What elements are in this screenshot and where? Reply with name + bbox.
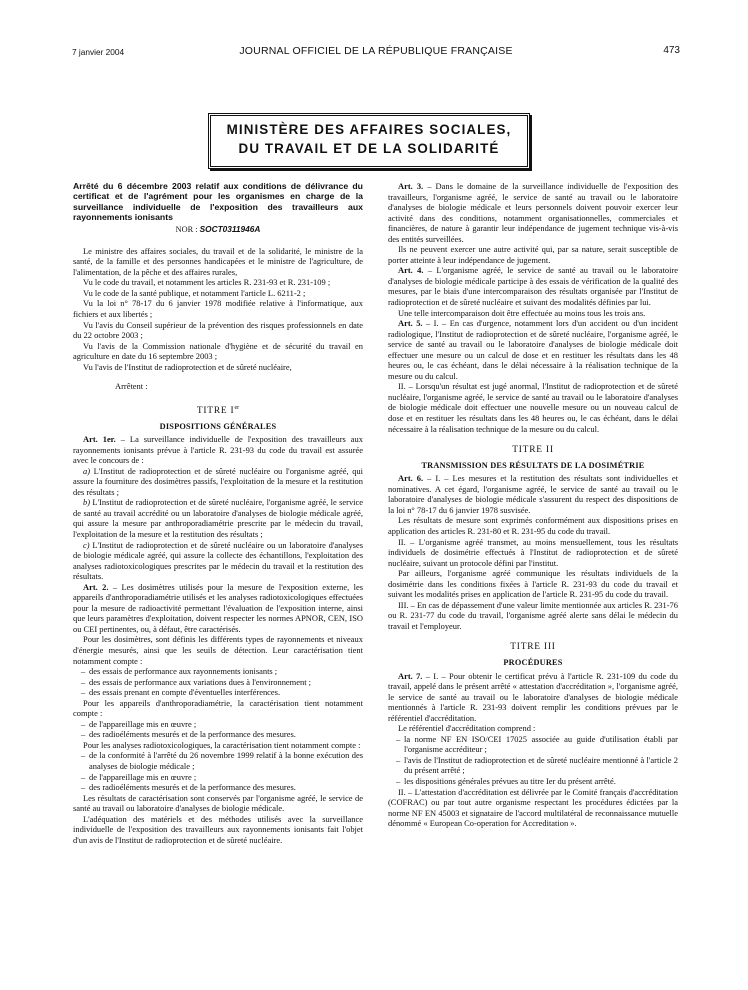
titre-1-label: TITRE I — [196, 405, 235, 416]
article-7-label: Art. 7. — [398, 670, 423, 681]
list-item: – des essais prenant en compte d'éventuelles interférences. — [73, 687, 363, 698]
article-1-label: Art. 1er. — [83, 434, 116, 445]
arrete-title: Arrêté du 6 décembre 2003 relatif aux conditions de délivrance du certificat et de l'agrément pour les organismes en charge de la surveillance individuelle de l'exposition des travailleurs aux rayonnements ionisants — [73, 181, 363, 222]
article-7-text: – I. – Pour obtenir le certificat prévu à l'article R. 231-109 du code du travail, appelé dans le présent arrêté « attestation d'accréditation », l'organisme agréé, le service de santé au travail ou le laboratoire d'analyses de biologie médicale mentionnés à l'article R. 231-93 doivent remplir les conditions prévues par le référentiel d'accréditation. — [388, 670, 678, 723]
article-6-text: – I. – Les mesures et la restitution des résultats sont individuelles et nominatives. A cet égard, l'organisme agréé, le service de santé au travail ou le laboratoire d'analyses de biologie médicale s'assurent du respect des dispositions de la loi n° 78-17 du 6 janvier 1978 susvisée. — [388, 473, 678, 515]
article-4-label: Art. 4. — [398, 265, 424, 276]
article-2 — [73, 582, 363, 635]
left-column — [73, 181, 363, 845]
list-item: – de la conformité à l'arrêté du 26 novembre 1999 relatif à la bonne exécution des analyses de biologie médicale ; — [73, 750, 363, 771]
list-item: – la norme NF EN ISO/CEI 17025 associée au guide d'utilisation établi par l'organisme accréditeur ; — [388, 734, 678, 755]
ministry-name-line-1: MINISTÈRE DES AFFAIRES SOCIALES, — [226, 122, 512, 137]
visa-paragraph: Le ministre des affaires sociales, du travail et de la solidarité, le ministre de la santé, de la famille et des personnes handicapées et le ministre de l'agriculture, de l'alimentation, de la pêche et des affaires rurales, — [73, 245, 363, 277]
article-1-item — [73, 540, 363, 582]
article-3-label: Art. 3. — [398, 181, 424, 191]
titre-2-subtitle: TRANSMISSION DES RÉSULTATS DE LA DOSIMÉTRIE — [421, 460, 645, 470]
nor-code: SOCT0311946A — [199, 224, 261, 235]
article-3-paragraph: Ils ne peuvent exercer une autre activité qui, par sa nature, serait susceptible de porter atteinte à leur indépendance de jugement. — [388, 244, 678, 265]
article-1-text: – La surveillance individuelle de l'exposition des travailleurs aux rayonnements ionisants prévue à l'article R. 231-93 du code du travail est assurée avec le concours de : — [73, 434, 363, 466]
titre-1-heading — [73, 403, 363, 417]
right-column — [388, 181, 678, 829]
article-3 — [388, 181, 678, 244]
article-6-paragraph: III. – En cas de dépassement d'une valeur limite mentionnée aux articles R. 231-76 ou R. 231-77 du code du travail, l'organisme agréé alerte sans délai le médecin du travail et l'employeur. — [388, 599, 678, 631]
article-4 — [388, 265, 678, 307]
article-2-paragraph: Pour les analyses radiotoxicologiques, la caractérisation tient notamment compte : — [83, 739, 361, 750]
article-2-paragraph: L'adéquation des matériels et des méthodes utilisés avec la surveillance individuelle de l'exposition des travailleurs aux rayonnements ionisants fait l'objet d'un avis de l'Institut de radioprotection et de sûreté nucléaire. — [73, 813, 363, 845]
article-2-paragraph: Pour les dosimètres, sont définis les différents types de rayonnements et niveaux d'énergie mesurés, ainsi que les seuils de détection. Leur caractérisation tient notamment compte : — [73, 634, 363, 666]
journal-title: JOURNAL OFFICIEL DE LA RÉPUBLIQUE FRANÇAISE — [239, 45, 513, 57]
article-6 — [388, 473, 678, 515]
article-5-text: – I. – En cas d'urgence, notamment lors d'un accident ou d'un incident radiologique, l'Institut de radioprotection et de sûreté nucléaire, l'organisme agréé, le service de santé au travail ou le laboratoire d'analyses de biologie médicale doit effectuer une mesure ou un calcul de dose et en restituer les résultats dans les 48 heures ou, le cas échéant, dans le délai nécessaire à la réalisation technique de la mesure ou du calcul. — [388, 318, 678, 381]
item-text: L'Institut de radioprotection et de sûreté nucléaire, l'organisme agréé, le service de santé au travail accrédité ou un laboratoire d'analyses de biologie médicale agréé, qui assure la mesure par anthroporadiamétrie prescrite par le médecin du travail, l'exploitation de la mesure et la restitution des résultats ; — [73, 497, 363, 539]
article-5 — [388, 318, 678, 381]
page-number: 473 — [663, 45, 680, 56]
item-text: L'Institut de radioprotection et de sûreté nucléaire ou un laboratoire d'analyses de biologie médicale agréé, qui assure la collecte des échantillons, l'exploitation des analyses radiotoxicologiques prescrites par le médecin du travail et la restitution des résultats. — [73, 539, 363, 582]
titre-3-heading: TITRE III — [510, 642, 556, 653]
list-item: – de l'appareillage mis en œuvre ; — [73, 719, 363, 730]
nor-label: NOR : — [175, 225, 200, 235]
article-2-text: – Les dosimètres utilisés pour la mesure de l'exposition externe, les appareils d'anthroporadiamétrie utilisés et les analyses radiotoxicologiques effectuées pour la mesure de radioactivité permettant l'évaluation de l'exposition interne, ainsi que leurs paramètres d'exploitation, doivent respecter les normes APNOR, CEN, ISO ou CEI pertinentes, ou, à défaut, être caractérisés. — [73, 581, 364, 634]
list-item: – des essais de performance aux variations dues à l'environnement ; — [73, 677, 363, 688]
visa-paragraph: Vu la loi n° 78-17 du 6 janvier 1978 modifiée relative à l'informatique, aux fichiers et aux libertés ; — [73, 298, 363, 320]
article-4-text: – L'organisme agréé, le service de santé au travail ou le laboratoire d'analyses de biologie médicale participe à des essais de vérification de la qualité des mesures, par le biais d'une intercomparaison des résultats organisée par l'Institut de radioprotection et de sûreté nucléaire et suivant des modalités définies par lui. — [388, 265, 679, 308]
visa-paragraph: Vu le code de la santé publique, et notamment l'article L. 6211-2 ; — [83, 287, 306, 298]
article-7 — [388, 671, 678, 724]
article-1-item — [73, 497, 363, 539]
article-5-paragraph: II. – Lorsqu'un résultat est jugé anormal, l'Institut de radioprotection et de sûreté nucléaire, l'organisme agréé, le service de santé au travail ou le laboratoire d'analyses de biologie médicale doit effectuer une nouvelle mesure ou un nouveau calcul de dose et en restituer les résultats dans les 48 heures ou, le cas échéant, dans le délai nécessaire à la réalisation technique de la mesure ou du calcul. — [388, 381, 678, 434]
article-6-paragraph: II. – L'organisme agréé transmet, au moins mensuellement, tous les résultats individuels de dosimétrie effectués à l'Institut de radioprotection et de sûreté nucléaire, suivant un protocole défini par l'institut. — [388, 536, 678, 568]
article-7-paragraph: Le référentiel d'accréditation comprend : — [398, 723, 536, 734]
ministry-name-line-2: DU TRAVAIL ET DE LA SOLIDARITÉ — [238, 141, 500, 156]
visa-paragraph: Vu l'avis de la Commission nationale d'hygiène et de sécurité du travail en agriculture en date du 16 septembre 2003 ; — [73, 340, 363, 362]
ministry-heading-box — [208, 113, 530, 169]
article-1-item — [73, 466, 363, 498]
article-2-label: Art. 2. — [83, 581, 109, 592]
article-6-label: Art. 6. — [398, 473, 424, 484]
article-3-text: – Dans le domaine de la surveillance individuelle de l'exposition des travailleurs, l'organisme agréé, le service de santé au travail ou le laboratoire d'analyses de biologie médicale et leurs personnels doivent pouvoir exercer leur activité dans des conditions, notamment organisationnelles, commerciales et financières, de nature à garantir leur indépendance de jugement technique vis-à-vis des entités surveillées. — [388, 181, 678, 244]
item-letter: c) — [83, 539, 90, 550]
article-6-paragraph: Par ailleurs, l'organisme agréé communique les résultats individuels de la dosimétrie dans les conditions fixées à l'article R. 231-93 du code du travail et suivant les modalités prises en application de l'article R. 231-95 du code du travail. — [388, 568, 678, 600]
article-2-paragraph: Les résultats de caractérisation sont conservés par l'organisme agréé, le service de santé au travail ou laboratoire d'analyses de biologie médicale. — [73, 792, 363, 814]
titre-1-subtitle: DISPOSITIONS GÉNÉRALES — [159, 421, 277, 431]
visa-paragraph: Vu le code du travail, et notamment les articles R. 231-93 et R. 231-109 ; — [83, 277, 331, 288]
item-text: L'Institut de radioprotection et de sûreté nucléaire ou l'organisme agréé, qui assure la fourniture des dosimètres passifs, l'exploitation de la mesure et la restitution des résultats ; — [73, 465, 363, 497]
visa-paragraph: Vu l'avis de l'Institut de radioprotection et de sûreté nucléaire, — [83, 361, 292, 372]
running-head — [72, 44, 680, 60]
item-letter: b) — [83, 497, 91, 508]
item-letter: a) — [83, 465, 91, 476]
arretent-label: Arrêtent : — [115, 381, 148, 392]
article-7-paragraph: II. – L'attestation d'accréditation est délivrée par le Comité français d'accréditation (COFRAC) ou par tout autre organisme respectant les procédures édictées par la norme NF EN 45003 et signataire de l'accord multilatéral de reconnaissance mutuelle dénommé « European Co-operation for Accreditation ». — [388, 786, 678, 829]
article-4-paragraph: Une telle intercomparaison doit être effectuée au moins tous les trois ans. — [398, 307, 646, 318]
article-5-label: Art. 5. — [398, 318, 423, 329]
nor-reference — [73, 224, 363, 236]
list-item: – de l'appareillage mis en œuvre ; — [73, 772, 363, 783]
article-2-paragraph: Pour les appareils d'anthroporadiamétrie, la caractérisation tient notamment compte : — [73, 697, 363, 719]
visa-paragraph: Vu l'avis du Conseil supérieur de la prévention des risques professionnels en date du 22 octobre 2003 ; — [73, 319, 363, 341]
list-item: – l'avis de l'Institut de radioprotection et de sûreté nucléaire mentionné à l'article 2 du présent arrêté ; — [388, 755, 678, 776]
titre-2-heading: TITRE II — [512, 445, 554, 456]
article-1 — [73, 434, 363, 466]
article-6-paragraph: Les résultats de mesure sont exprimés conformément aux dispositions prises en application des articles R. 231-80 et R. 231-95 du code du travail. — [388, 515, 678, 536]
list-item: – les dispositions générales prévues au titre Ier du présent arrêté. — [388, 776, 678, 787]
list-item: – des essais de performance aux rayonnements ionisants ; — [73, 666, 363, 677]
titre-3-subtitle: PROCÉDURES — [503, 657, 563, 667]
titre-1-superscript: er — [234, 404, 240, 411]
list-item: – des radioéléments mesurés et de la performance des mesures. — [73, 729, 363, 740]
publication-date: 7 janvier 2004 — [72, 47, 125, 57]
list-item: – des radioéléments mesurés et de la performance des mesures. — [73, 782, 363, 793]
